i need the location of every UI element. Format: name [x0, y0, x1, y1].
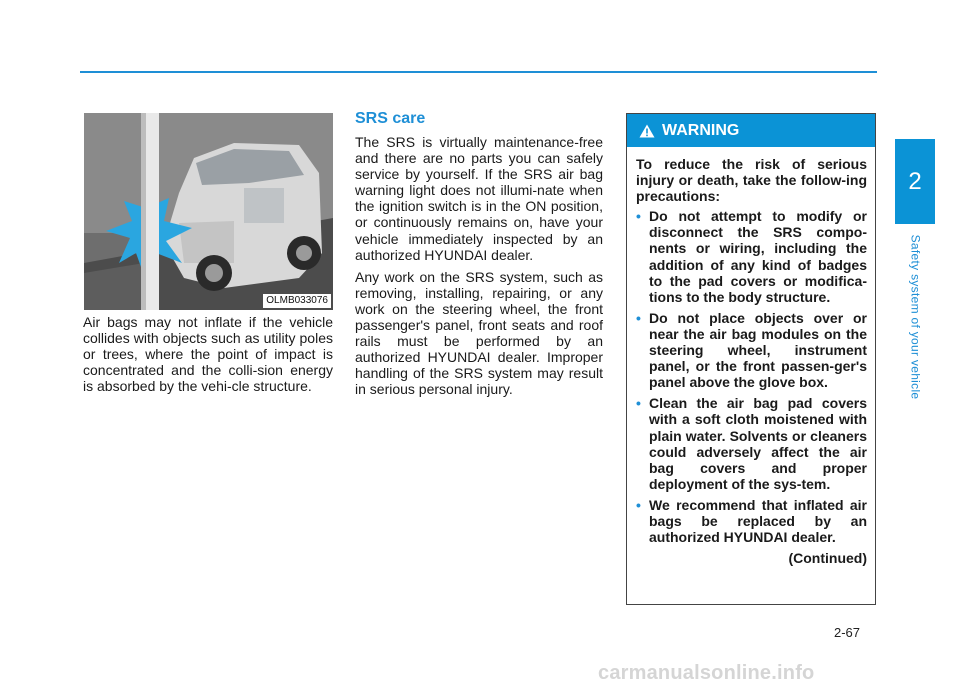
crash-illustration: [84, 113, 333, 310]
warning-item: • Clean the air bag pad covers with a soft cloth moistened with plain water. Solvents or cleaners could adversely affect the air bag covers and proper deployment of the sys-tem.: [636, 395, 867, 492]
bullet-icon: •: [636, 309, 641, 326]
watermark: carmanualsonline.info: [598, 662, 815, 684]
chapter-number: 2: [908, 167, 922, 195]
crash-photo: [84, 113, 333, 310]
srs-care-paragraph: The SRS is virtually maintenance-free and there are no parts you can safely service by yourself. If the SRS air bag warning light does not illumi-nate when the ignition switch is in the ON position, or continuously remains on, have your vehicle immediately inspected by an authorized HYUNDAI dealer.: [355, 134, 603, 263]
warning-item: • Do not place objects over or near the air bag modules on the steering wheel, instrument panel, or the front passen-ger's panel above the glove box.: [636, 309, 867, 391]
srs-care-section: [355, 110, 603, 404]
page-number: 2-67: [834, 625, 861, 640]
top-rule: [80, 71, 877, 73]
warning-box: [626, 113, 876, 605]
warning-item: • Do not attempt to modify or disconnect the SRS compo-nents or wiring, including the addition of any kind of badges to the pad covers or modifica-tions to the body structure.: [636, 208, 867, 305]
bullet-icon: •: [636, 395, 641, 412]
warning-intro: To reduce the risk of serious injury or death, take the follow-ing precautions:: [636, 156, 867, 205]
srs-care-heading: SRS care: [355, 110, 426, 127]
warning-item: • We recommend that inflated air bags be replaced by an authorized HYUNDAI dealer.: [636, 496, 867, 546]
chapter-tab: [895, 139, 935, 224]
chapter-title: Safety system of your vehicle: [908, 234, 923, 400]
figure-caption: Air bags may not inflate if the vehicle collides with objects such as utility poles or trees, where the point of impact is concentrated and the colli-sion energy is absorbed by the vehi-cle structure.: [83, 314, 333, 395]
warning-header: [627, 114, 875, 147]
bullet-icon: •: [636, 496, 641, 513]
warning-title: WARNING: [662, 121, 740, 139]
warning-list: [636, 208, 867, 545]
srs-care-paragraph: Any work on the SRS system, such as removing, installing, repairing, or any work on the steering wheel, the front passenger's panel, front seats and roof rails must be performed by an authorized HYUNDAI dealer. Improper handling of the SRS system may result in serious personal injury.: [355, 268, 603, 398]
chapter-title-vertical: [893, 232, 937, 402]
warning-continued: (Continued): [788, 550, 867, 567]
warning-triangle-icon: [639, 124, 655, 138]
warning-body: [627, 147, 875, 566]
figure-code: OLMB033076: [263, 294, 331, 308]
bullet-icon: •: [636, 208, 641, 225]
